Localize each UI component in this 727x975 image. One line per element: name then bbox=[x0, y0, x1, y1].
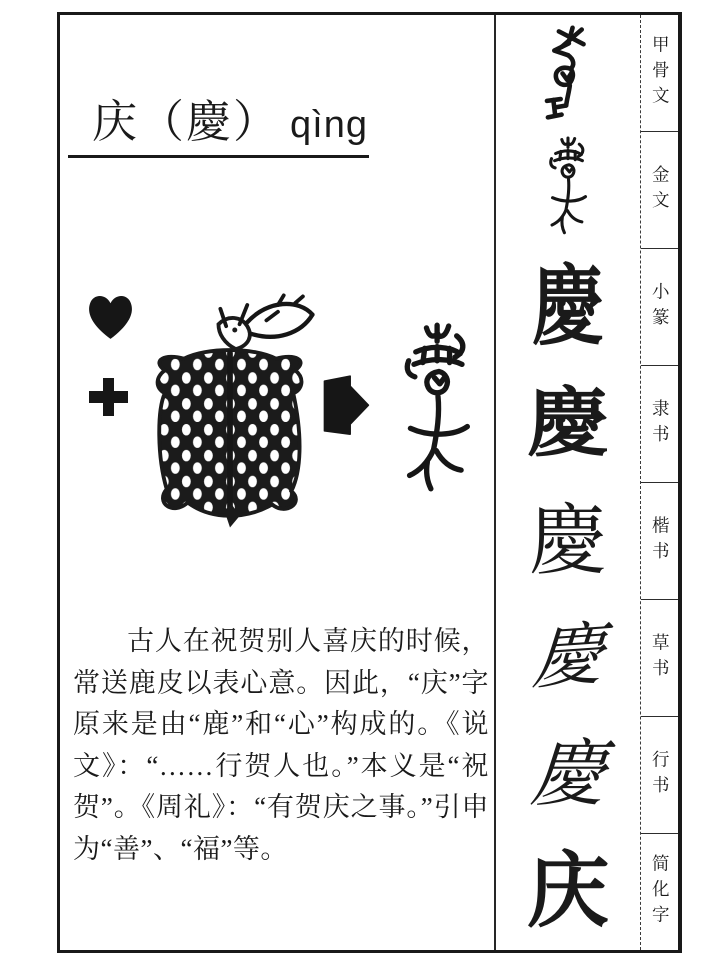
plus-icon bbox=[87, 377, 129, 417]
label-simplified: 简化字 bbox=[650, 853, 671, 931]
glyph-small-seal: 慶 bbox=[531, 258, 604, 356]
script-label-column bbox=[641, 15, 678, 950]
label-cursive: 草书 bbox=[641, 600, 678, 717]
page-frame bbox=[57, 12, 682, 953]
entry-panel bbox=[60, 15, 496, 950]
glyph-clerical: 慶 bbox=[526, 382, 610, 467]
deer-hide-drawing bbox=[136, 291, 323, 531]
right-arrow-icon bbox=[322, 371, 370, 441]
glyph-regular: 慶 bbox=[528, 496, 607, 584]
explanation-text: 古人在祝贺别人喜庆的时候，常送鹿皮以表心意。因此，“庆”字原来是由“鹿”和“心”构成的。《说文》：“……行贺人也。”本义是“祝贺”。《周礼》：“有贺庆之事。”引申为“善”、“福”等。 bbox=[73, 626, 489, 864]
headword-pinyin: qìng bbox=[290, 104, 368, 146]
glyph-oracle-bone bbox=[496, 15, 640, 132]
label-clerical: 隶书 bbox=[641, 366, 678, 483]
script-evolution-column bbox=[496, 15, 641, 950]
headword-hanzi: 庆（慶） bbox=[92, 97, 281, 147]
etymology-illustration bbox=[60, 15, 496, 575]
bronze-qing-glyph-small bbox=[545, 136, 592, 244]
label-oracle-bone: 甲骨文 bbox=[641, 15, 678, 132]
glyph-simplified: 庆 bbox=[526, 845, 609, 937]
label-regular: 楷书 bbox=[641, 483, 678, 600]
label-small-seal: 小篆 bbox=[641, 249, 678, 366]
oracle-bone-qing-glyph bbox=[536, 24, 600, 122]
glyph-cursive: 慶 bbox=[530, 616, 607, 699]
bronze-script-qing-glyph bbox=[398, 315, 478, 515]
label-bronze: 金文 bbox=[641, 132, 678, 249]
glyph-running: 慶 bbox=[528, 733, 608, 816]
label-running: 行书 bbox=[641, 717, 678, 834]
glyph-bronze bbox=[496, 132, 640, 249]
heart-icon bbox=[84, 290, 137, 343]
